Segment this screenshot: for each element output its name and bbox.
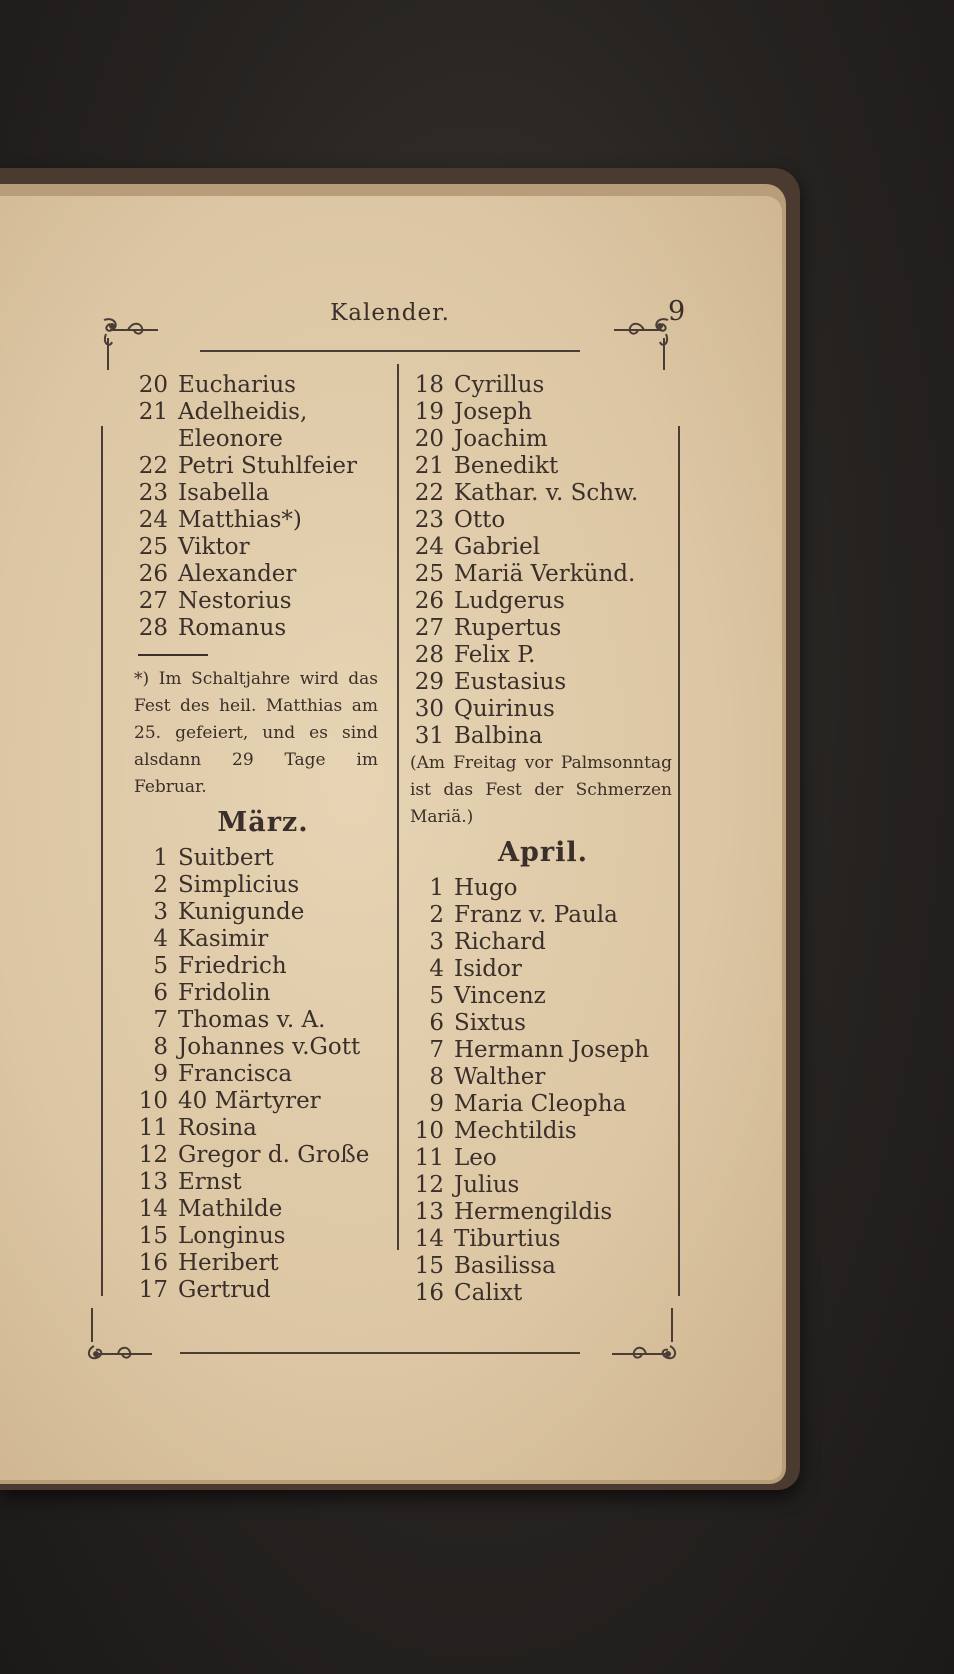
saint-name: Richard (454, 929, 546, 955)
frame-left-line (101, 426, 103, 1296)
calendar-entry (408, 426, 678, 453)
saint-name: Petri Stuhlfeier (178, 453, 358, 479)
calendar-entry (408, 956, 678, 983)
calendar-entry (132, 899, 394, 926)
calendar-entry (408, 983, 678, 1010)
saint-name: Calixt (454, 1280, 523, 1306)
day-number: 20 (138, 372, 168, 398)
calendar-entry (132, 1115, 394, 1142)
day-number: 1 (153, 845, 168, 871)
day-number: 25 (414, 561, 444, 587)
day-number: 4 (153, 926, 168, 952)
saint-name: Romanus (178, 615, 287, 641)
calendar-entry (132, 534, 394, 561)
saint-name: Hermengildis (454, 1199, 613, 1225)
calendar-entry (408, 929, 678, 956)
corner-ornament-icon (602, 314, 674, 374)
day-number: 29 (414, 669, 444, 695)
calendar-entry (132, 1142, 394, 1169)
day-number: 14 (414, 1226, 444, 1252)
day-number: 25 (138, 534, 168, 560)
calendar-entry (132, 926, 394, 953)
saint-name: Thomas v. A. (178, 1007, 326, 1033)
day-number: 27 (138, 588, 168, 614)
saint-name: Basilissa (454, 1253, 556, 1279)
frame-bottom-line (180, 1352, 580, 1354)
saint-name: Walther (454, 1064, 546, 1090)
saint-name: Cyrillus (454, 372, 545, 398)
day-number: 30 (414, 696, 444, 722)
saint-name: Rupertus (454, 615, 562, 641)
saint-name: Matthias*) (178, 507, 302, 533)
calendar-entry (132, 615, 394, 642)
saint-name: Johannes v.Gott (178, 1034, 361, 1060)
calendar-entry (132, 399, 394, 426)
day-number: 14 (138, 1196, 168, 1222)
day-number: 15 (414, 1253, 444, 1279)
page-number: 9 (668, 296, 686, 327)
calendar-entry (408, 1199, 678, 1226)
calendar-entry (408, 480, 678, 507)
day-number: 6 (429, 1010, 444, 1036)
day-number: 7 (429, 1037, 444, 1063)
day-number: 20 (414, 426, 444, 452)
day-number: 16 (414, 1280, 444, 1306)
saint-name: Hermann Joseph (454, 1037, 650, 1063)
calendar-entry (132, 872, 394, 899)
day-number: 11 (138, 1115, 168, 1141)
saint-name: Sixtus (454, 1010, 526, 1036)
saint-name: Simplicius (178, 872, 300, 898)
calendar-entry (408, 1226, 678, 1253)
day-number: 2 (429, 902, 444, 928)
calendar-entry (132, 453, 394, 480)
feast-note: (Am Freitag vor Palmsonntag ist das Fest der Schmerzen Mariä.) (410, 753, 672, 827)
calendar-entry (408, 399, 678, 426)
day-number: 10 (414, 1118, 444, 1144)
saint-name: Gertrud (178, 1277, 271, 1303)
saint-name: Kasimir (178, 926, 269, 952)
day-number: 9 (153, 1061, 168, 1087)
calendar-entry (408, 1064, 678, 1091)
saint-name: Gabriel (454, 534, 541, 560)
calendar-entry (132, 845, 394, 872)
saint-name: Alexander (178, 561, 297, 587)
day-number: 7 (153, 1007, 168, 1033)
calendar-entry (132, 1088, 394, 1115)
calendar-entry (132, 1223, 394, 1250)
day-number: 23 (414, 507, 444, 533)
calendar-entry (132, 1196, 394, 1223)
saint-name: Leo (454, 1145, 497, 1171)
calendar-entry (408, 1145, 678, 1172)
saint-name: Julius (454, 1172, 520, 1198)
day-number: 11 (414, 1145, 444, 1171)
saint-name: Eleonore (178, 426, 283, 452)
saint-name: Maria Cleopha (454, 1091, 627, 1117)
day-number: 8 (429, 1064, 444, 1090)
saint-name: Rosina (178, 1115, 257, 1141)
day-number: 26 (138, 561, 168, 587)
day-number: 23 (138, 480, 168, 506)
calendar-entry (132, 372, 394, 399)
day-number: 24 (138, 507, 168, 533)
saint-name: 40 Märtyrer (178, 1088, 321, 1114)
saint-name: Benedikt (454, 453, 559, 479)
day-number: 21 (138, 399, 168, 425)
frame-right-line (678, 426, 680, 1296)
calendar-entry (132, 1277, 394, 1304)
calendar-entry (408, 1037, 678, 1064)
calendar-entry (408, 507, 678, 534)
corner-ornament-icon (82, 1306, 154, 1366)
frame-top-line (200, 350, 580, 352)
day-number: 19 (414, 399, 444, 425)
calendar-entry (408, 1172, 678, 1199)
calendar-entry (132, 1250, 394, 1277)
saint-name: Gregor d. Große (178, 1142, 370, 1168)
calendar-entry (408, 615, 678, 642)
calendar-entry (408, 696, 678, 723)
saint-name: Mathilde (178, 1196, 283, 1222)
saint-name: Vincenz (454, 983, 546, 1009)
calendar-entry (132, 980, 394, 1007)
calendar-entry (408, 1280, 678, 1307)
day-number: 8 (153, 1034, 168, 1060)
saint-name: Francisca (178, 1061, 293, 1087)
saint-name: Eucharius (178, 372, 296, 398)
saint-name: Longinus (178, 1223, 286, 1249)
day-number: 5 (153, 953, 168, 979)
calendar-entry (408, 902, 678, 929)
footnote: *) Im Schaltjahre wird das Fest des heil. Matthias am 25. gefeiert, und es sind alsdann 29 Tage im Februar. (134, 669, 378, 797)
calendar-entry (408, 669, 678, 696)
calendar-entry (408, 534, 678, 561)
saint-name: Mariä Verkünd. (454, 561, 636, 587)
calendar-entry (408, 642, 678, 669)
saint-name: Isidor (454, 956, 522, 982)
saint-name: Heribert (178, 1250, 279, 1276)
day-number: 3 (153, 899, 168, 925)
day-number: 4 (429, 956, 444, 982)
saint-name: Felix P. (454, 642, 536, 668)
day-number: 28 (138, 615, 168, 641)
calendar-entry (132, 1007, 394, 1034)
saint-name: Adelheidis, (178, 399, 308, 425)
saint-name: Kathar. v. Schw. (454, 480, 639, 506)
calendar-entry (132, 588, 394, 615)
day-number: 13 (414, 1199, 444, 1225)
calendar-entry (408, 1253, 678, 1280)
calendar-entry (408, 1091, 678, 1118)
calendar-entry (132, 1034, 394, 1061)
day-number: 22 (414, 480, 444, 506)
saint-name: Joachim (454, 426, 548, 452)
month-title-april: April. (498, 837, 588, 868)
day-number: 12 (138, 1142, 168, 1168)
saint-name: Otto (454, 507, 506, 533)
column-divider (397, 364, 399, 1250)
day-number: 15 (138, 1223, 168, 1249)
calendar-entry (132, 507, 394, 534)
day-number: 16 (138, 1250, 168, 1276)
saint-name: Ludgerus (454, 588, 565, 614)
saint-name: Fridolin (178, 980, 271, 1006)
saint-name: Ernst (178, 1169, 242, 1195)
calendar-page (0, 196, 782, 1480)
saint-name: Suitbert (178, 845, 274, 871)
calendar-entry (408, 875, 678, 902)
calendar-entry (132, 561, 394, 588)
calendar-entry (408, 453, 678, 480)
calendar-entry (408, 723, 678, 750)
day-number: 12 (414, 1172, 444, 1198)
left-column (132, 372, 394, 1304)
saint-name: Viktor (178, 534, 250, 560)
day-number: 10 (138, 1088, 168, 1114)
saint-name: Quirinus (454, 696, 555, 722)
saint-name: Hugo (454, 875, 518, 901)
day-number: 26 (414, 588, 444, 614)
day-number: 9 (429, 1091, 444, 1117)
saint-name: Eustasius (454, 669, 567, 695)
calendar-entry (408, 372, 678, 399)
calendar-entry (408, 1010, 678, 1037)
saint-name: Mechtildis (454, 1118, 577, 1144)
day-number: 1 (429, 875, 444, 901)
saint-name: Isabella (178, 480, 270, 506)
corner-ornament-icon (98, 314, 170, 374)
saint-name: Kunigunde (178, 899, 305, 925)
saint-name: Tiburtius (454, 1226, 561, 1252)
day-number: 6 (153, 980, 168, 1006)
calendar-entry (408, 588, 678, 615)
calendar-entry (408, 1118, 678, 1145)
saint-name: Friedrich (178, 953, 287, 979)
calendar-entry (132, 953, 394, 980)
saint-name: Franz v. Paula (454, 902, 618, 928)
day-number: 28 (414, 642, 444, 668)
calendar-entry (132, 426, 394, 453)
day-number: 5 (429, 983, 444, 1009)
day-number: 24 (414, 534, 444, 560)
calendar-entry (132, 1061, 394, 1088)
saint-name: Nestorius (178, 588, 292, 614)
day-number: 18 (414, 372, 444, 398)
day-number: 13 (138, 1169, 168, 1195)
day-number: 27 (414, 615, 444, 641)
day-number: 3 (429, 929, 444, 955)
day-number: 22 (138, 453, 168, 479)
page-header-title: Kalender. (330, 300, 450, 326)
right-column (408, 372, 678, 1307)
day-number: 21 (414, 453, 444, 479)
day-number: 2 (153, 872, 168, 898)
saint-name: Joseph (454, 399, 533, 425)
month-title-maerz: März. (217, 807, 309, 838)
calendar-entry (132, 1169, 394, 1196)
day-number: 17 (138, 1277, 168, 1303)
calendar-entry (132, 480, 394, 507)
calendar-entry (408, 561, 678, 588)
day-number: 31 (414, 723, 444, 749)
saint-name: Balbina (454, 723, 543, 749)
corner-ornament-icon (612, 1306, 684, 1366)
footnote-separator (138, 654, 208, 656)
